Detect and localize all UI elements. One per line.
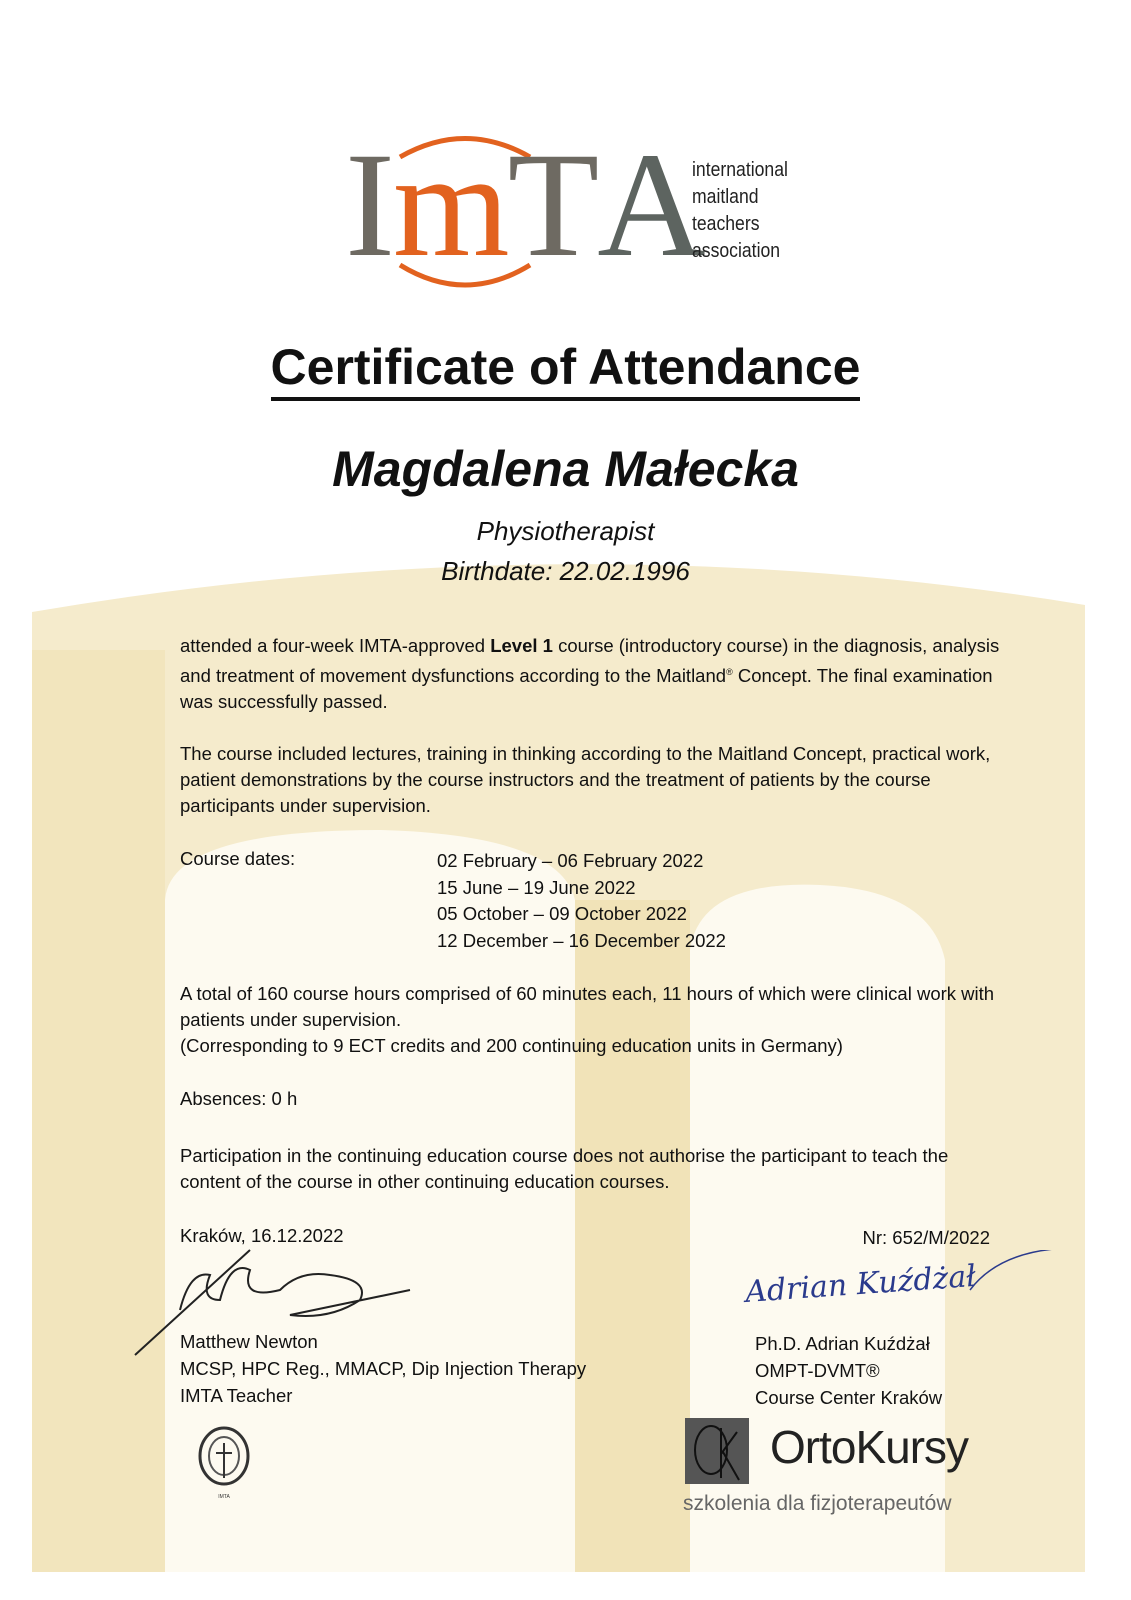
svg-text:Adrian Kuźdżał: Adrian Kuźdżał: [744, 1258, 978, 1310]
course-date: 15 June – 19 June 2022: [437, 876, 636, 898]
course-date: 12 December – 16 December 2022: [437, 929, 726, 951]
place-date: Kraków, 16.12.2022: [180, 1225, 344, 1246]
ortokursy-logo-mark: [685, 1418, 749, 1484]
certificate-number: Nr: 652/M/2022: [862, 1227, 990, 1248]
absences: Absences: 0 h: [180, 1088, 298, 1109]
ok-monogram-icon: [685, 1418, 749, 1484]
svg-text:IMTA: IMTA: [218, 1494, 230, 1500]
signatory-name: Ph.D. Adrian Kuźdżał: [755, 1333, 930, 1354]
left-signatory: [180, 1328, 586, 1409]
paragraph-hours: A total of 160 course hours comprised of 60 minutes each, 11 hours of which were clinical work with patients under supervision. (Corresponding to 9 ECT credits and 200 continuing education units in Germany): [180, 983, 995, 1056]
signatory-credentials: OMPT-DVMT®: [755, 1360, 880, 1381]
recipient-profession: Physiotherapist: [476, 516, 655, 546]
course-dates-list: [437, 848, 726, 954]
right-signatory: [755, 1330, 942, 1411]
signatory-role: Course Center Kraków: [755, 1387, 943, 1408]
course-date: 05 October – 09 October 2022: [437, 903, 687, 924]
ortokursy-name: OrtoKursy: [770, 1421, 969, 1473]
signature-adrian-kuzdzal: [740, 1250, 1070, 1320]
signatory-name: Matthew Newton: [180, 1331, 318, 1352]
signatory-credentials: MCSP, HPC Reg., MMACP, Dip Injection Therapy: [180, 1358, 587, 1379]
paragraph-teaching-note: Participation in the continuing education course does not authorise the participant to teach the content of the course in other continuing education courses.: [180, 1145, 949, 1192]
certificate-title: Certificate of Attendance: [0, 338, 1131, 396]
recipient-name: Magdalena Małecka: [332, 441, 799, 497]
paragraph-attendance: attended a four-week IMTA-approved Level 1 course (introductory course) in the diagnosis, analysis and treatment of movement dysfunctions according to the Maitland® Concept. The final examination was successfully passed.: [180, 635, 1000, 713]
logo-wordmark: ImTA: [345, 122, 704, 288]
logo-tagline: international maitland teachers association: [692, 159, 788, 262]
recipient-birthdate: Birthdate: 22.02.1996: [441, 556, 690, 586]
ortokursy-tagline: szkolenia dla fizjoterapeutów: [683, 1492, 952, 1515]
course-dates-label: Course dates:: [180, 848, 296, 869]
course-date: 02 February – 06 February 2022: [437, 850, 704, 871]
imta-seal-icon: [188, 1418, 260, 1503]
signatory-role: IMTA Teacher: [180, 1385, 293, 1406]
paragraph-course-content: The course included lectures, training in thinking according to the Maitland Concept, practical work, patient demonstrations by the course instructors and the treatment of patients by the course participants under supervision.: [180, 743, 991, 816]
